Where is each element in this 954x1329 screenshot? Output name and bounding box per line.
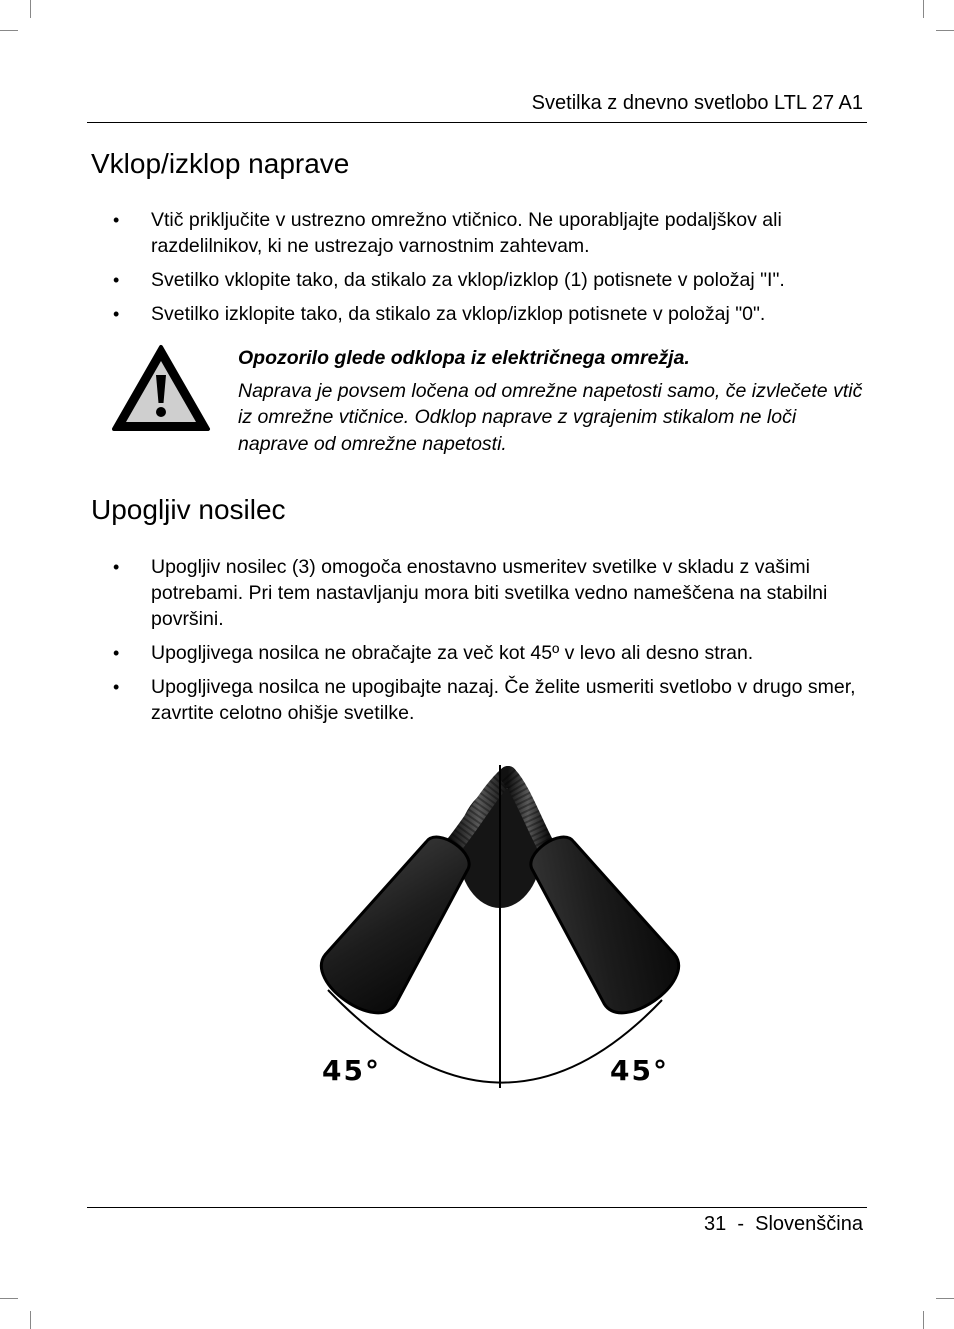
list-item: • Svetilko izklopite tako, da stikalo za vklop/izklop potisnete v položaj "0". (113, 301, 873, 327)
warning-triangle-icon (110, 343, 212, 433)
bullet-list-flexible-arm (113, 554, 873, 734)
crop-mark (0, 30, 18, 31)
crop-mark (0, 1298, 18, 1299)
list-item: • Upogljivega nosilca ne obračajte za več kot 45º v levo ali desno stran. (113, 640, 873, 666)
warning-body: Naprava je povsem ločena od omrežne napetosti samo, če izvlečete vtič iz omrežne vtičnice. Odklop naprave z vgrajenim stikalom ne loči naprave od omrežne napetosti. (238, 379, 863, 455)
running-header: Svetilka z dnevno svetlobo LTL 27 A1 (531, 92, 863, 114)
section-heading-flexible-arm: Upogljiv nosilec (91, 494, 286, 525)
warning-title: Opozorilo glede odklopa iz električnega omrežja. (238, 347, 690, 369)
list-item: • Upogljivega nosilca ne upogibajte nazaj. Če želite usmeriti svetlobo v drugo smer, zavrtite celotno ohišje svetilke. (113, 674, 873, 726)
bullet-list-switch (113, 207, 873, 335)
crop-mark (30, 1311, 31, 1329)
footer-rule (87, 1207, 867, 1208)
list-item: • Vtič priključite v ustrezno omrežno vtičnico. Ne uporabljajte podaljškov ali razdelilnikov, ki ne ustrezajo varnostnim zahtevam. (113, 207, 873, 259)
warning-note (238, 345, 868, 457)
page-footer: 31 - Slovenščina (704, 1213, 863, 1235)
list-item: • Svetilko vklopite tako, da stikalo za vklop/izklop (1) potisnete v položaj "I". (113, 267, 873, 293)
crop-mark (936, 1298, 954, 1299)
crop-mark (923, 0, 924, 18)
right-angle-label: 45° (610, 1054, 669, 1087)
lamp-rotation-figure (310, 760, 690, 1095)
crop-mark (923, 1311, 924, 1329)
left-angle-label: 45° (322, 1054, 381, 1087)
header-rule (87, 122, 867, 123)
crop-mark (30, 0, 31, 18)
list-item: • Upogljiv nosilec (3) omogoča enostavno usmeritev svetilke v skladu z vašimi potrebami. Pri tem nastavljanju mora biti svetilka vedno nameščena na stabilni površini. (113, 554, 873, 632)
crop-mark (936, 30, 954, 31)
section-heading-switch: Vklop/izklop naprave (91, 148, 350, 179)
